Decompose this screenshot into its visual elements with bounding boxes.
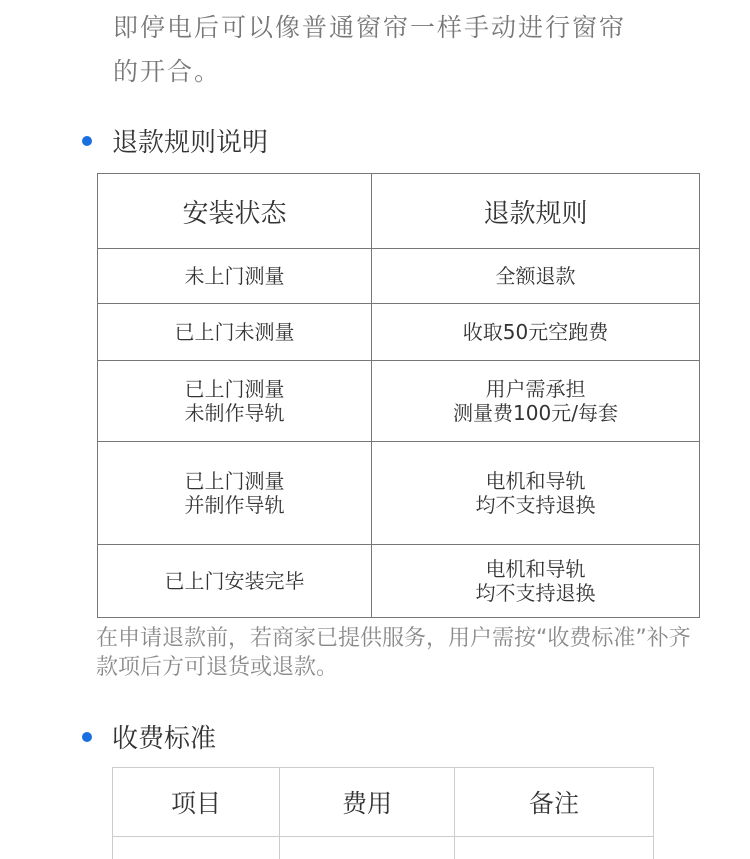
column-header-status: 安装状态 xyxy=(98,174,372,249)
rule-cell: 全额退款 xyxy=(372,249,700,304)
bullet-dot-icon xyxy=(82,732,92,742)
status-cell: 已上门测量 未制作导轨 xyxy=(98,361,372,442)
table-row xyxy=(113,837,654,859)
remark-cell xyxy=(455,837,654,859)
intro-line-2: 的开合。 xyxy=(113,57,222,86)
column-header-fee: 费用 xyxy=(280,768,455,837)
refund-rules-table xyxy=(97,173,700,618)
table-row xyxy=(98,304,700,361)
refund-note: 在申请退款前，若商家已提供服务，用户需按“收费标准”补齐款项后方可退货或退款。 xyxy=(96,626,691,680)
refund-section-heading xyxy=(82,122,268,159)
fee-heading-text: 收费标准 xyxy=(112,724,217,754)
rule-cell: 收取50元空跑费 xyxy=(372,304,700,361)
status-cell: 未上门测量 xyxy=(98,249,372,304)
table-header-row xyxy=(98,174,700,249)
table-row xyxy=(98,545,700,618)
rule-cell: 用户需承担 测量费100元/每套 xyxy=(372,361,700,442)
intro-line-1: 即停电后可以像普通窗帘一样手动进行窗帘 xyxy=(113,13,627,42)
table-row xyxy=(98,361,700,442)
rule-cell: 电机和导轨 均不支持退换 xyxy=(372,545,700,618)
intro-paragraph xyxy=(113,6,673,94)
item-cell xyxy=(113,837,280,859)
fee-standard-table xyxy=(112,767,654,859)
status-cell: 已上门未测量 xyxy=(98,304,372,361)
rule-cell: 电机和导轨 均不支持退换 xyxy=(372,442,700,545)
table-header-row xyxy=(113,768,654,837)
table-row xyxy=(98,249,700,304)
fee-cell xyxy=(280,837,455,859)
bullet-dot-icon xyxy=(82,136,92,146)
status-cell: 已上门测量 并制作导轨 xyxy=(98,442,372,545)
refund-heading-text: 退款规则说明 xyxy=(112,128,269,158)
column-header-remark: 备注 xyxy=(455,768,654,837)
table-row xyxy=(98,442,700,545)
fee-section-heading xyxy=(82,718,216,755)
column-header-rule: 退款规则 xyxy=(372,174,700,249)
column-header-item: 项目 xyxy=(113,768,280,837)
status-cell: 已上门安装完毕 xyxy=(98,545,372,618)
